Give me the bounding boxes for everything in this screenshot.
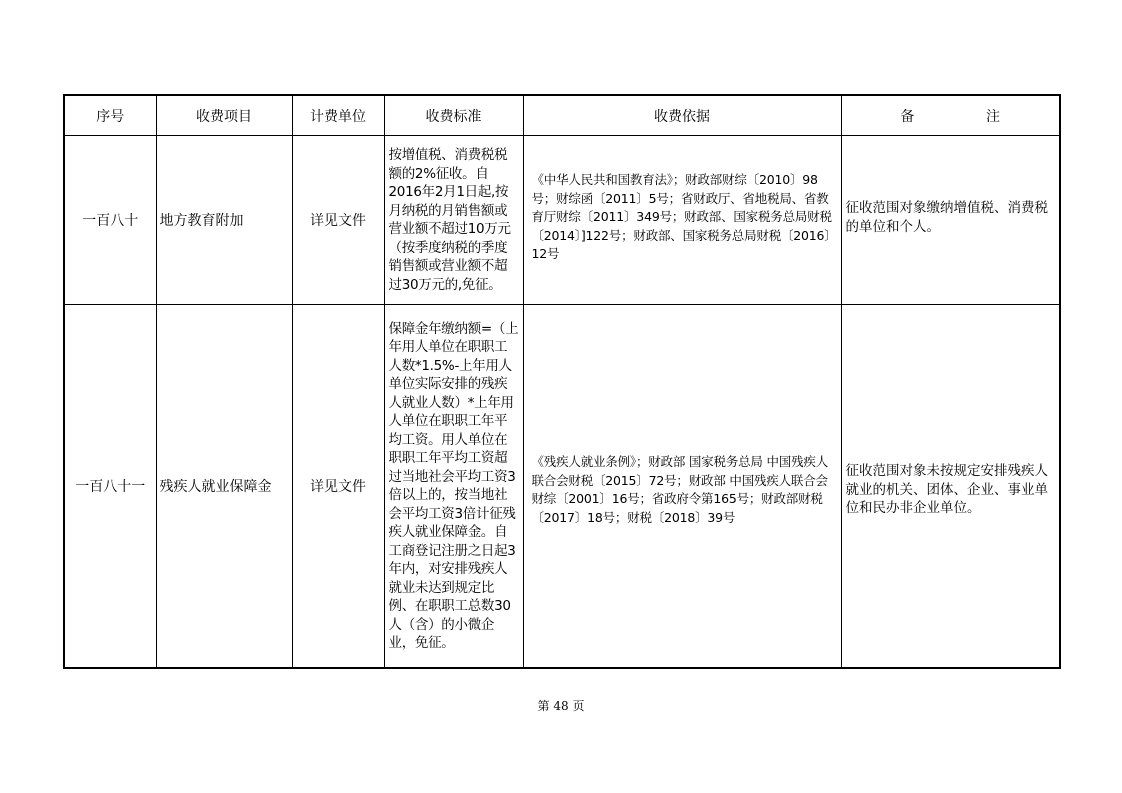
- fee-table: [63, 94, 1061, 669]
- billing-unit: 详见文件: [292, 136, 384, 305]
- table-row: [64, 305, 1060, 669]
- row-number: 一百八十: [64, 136, 156, 305]
- fee-standard: 按增值税、消费税税额的2%征收。自2016年2月1日起,按月纳税的月销售额或营业额不超过10万元（按季度纳税的季度销售额或营业额不超过30万元的,免征。: [384, 136, 523, 305]
- table-body: [64, 136, 1060, 669]
- table-header: [64, 95, 1060, 136]
- header-standard: 收费标准: [384, 95, 523, 136]
- fee-basis: 《残疾人就业条例》；财政部 国家税务总局 中国残疾人联合会财税〔2015〕72号；财政部 中国残疾人联合会财综〔2001〕16号；省政府令第165号；财政部财税〔2017〕18号；财税〔2018〕39号: [523, 305, 841, 669]
- fee-basis: 《中华人民共和国教育法》；财政部财综〔2010〕98号；财综函〔2011〕5号；省财政厅、省地税局、省教育厅财综〔2011〕349号；财政部、国家税务总局财税〔2014〕]122号；财政部、国家税务总局财税〔2016〕12号: [523, 136, 841, 305]
- header-unit: 计费单位: [292, 95, 384, 136]
- page-number: 第 48 页: [537, 699, 585, 713]
- remarks: 征收范围对象未按规定安排残疾人就业的机关、团体、企业、事业单位和民办非企业单位。: [841, 305, 1060, 669]
- header-no: 序号: [64, 95, 156, 136]
- fee-item: 残疾人就业保障金: [156, 305, 292, 669]
- header-item: 收费项目: [156, 95, 292, 136]
- remarks: 征收范围对象缴纳增值税、消费税的单位和个人。: [841, 136, 1060, 305]
- billing-unit: 详见文件: [292, 305, 384, 669]
- header-row: [64, 95, 1060, 136]
- row-number: 一百八十一: [64, 305, 156, 669]
- header-note: 备 注: [841, 95, 1060, 136]
- fee-item: 地方教育附加: [156, 136, 292, 305]
- table-row: [64, 136, 1060, 305]
- header-basis: 收费依据: [523, 95, 841, 136]
- fee-standard: 保障金年缴纳额=（上年用人单位在职职工人数*1.5%-上年用人单位实际安排的残疾人就业人数）*上年用人单位在职职工年平均工资。用人单位在职职工年平均工资超过当地社会平均工资3倍以上的，按当地社会平均工资3倍计征残疾人就业保障金。自工商登记注册之日起3年内，对安排残疾人就业未达到规定比例、在职职工总数30人（含）的小微企业，免征。: [384, 305, 523, 669]
